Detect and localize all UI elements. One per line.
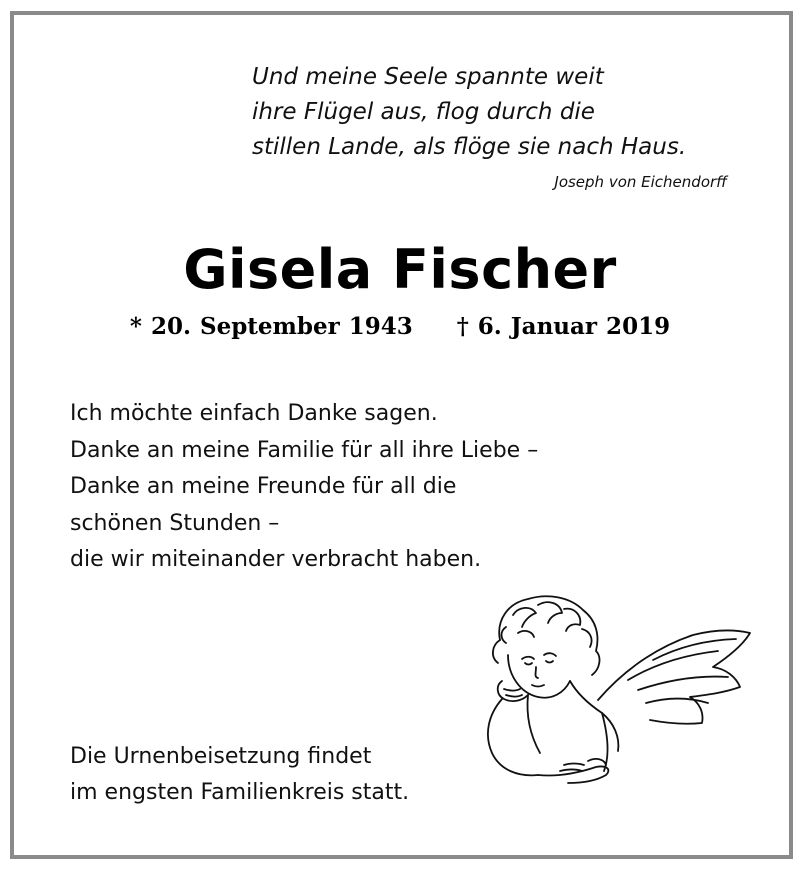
- notice-line: im engsten Familienkreis statt.: [70, 780, 410, 805]
- deceased-name: Gisela Fischer: [183, 238, 617, 301]
- cherub-angel-icon: [478, 585, 753, 790]
- message-line: die wir miteinander verbracht haben.: [70, 547, 482, 572]
- message-line: Danke an meine Familie für all ihre Liebe –: [70, 437, 539, 463]
- poem-quote: [252, 60, 732, 165]
- message-line: Danke an meine Freunde für all die: [70, 474, 457, 499]
- message-line: Ich möchte einfach Danke sagen.: [70, 401, 438, 426]
- quote-line: ihre Flügel aus, flog durch die: [252, 99, 595, 125]
- thank-you-message: [70, 396, 538, 579]
- life-dates: [0, 313, 800, 340]
- quote-line: stillen Lande, als flöge sie nach Haus.: [252, 134, 687, 160]
- quote-line: Und meine Seele spannte weit: [252, 64, 604, 90]
- birth-date: * 20. September 1943: [129, 313, 413, 340]
- quote-author: Joseph von Eichendorff: [554, 173, 727, 191]
- message-line: schönen Stunden –: [70, 510, 280, 536]
- burial-notice: [70, 739, 409, 811]
- death-date: † 6. Januar 2019: [456, 313, 671, 340]
- notice-line: Die Urnenbeisetzung findet: [70, 744, 372, 769]
